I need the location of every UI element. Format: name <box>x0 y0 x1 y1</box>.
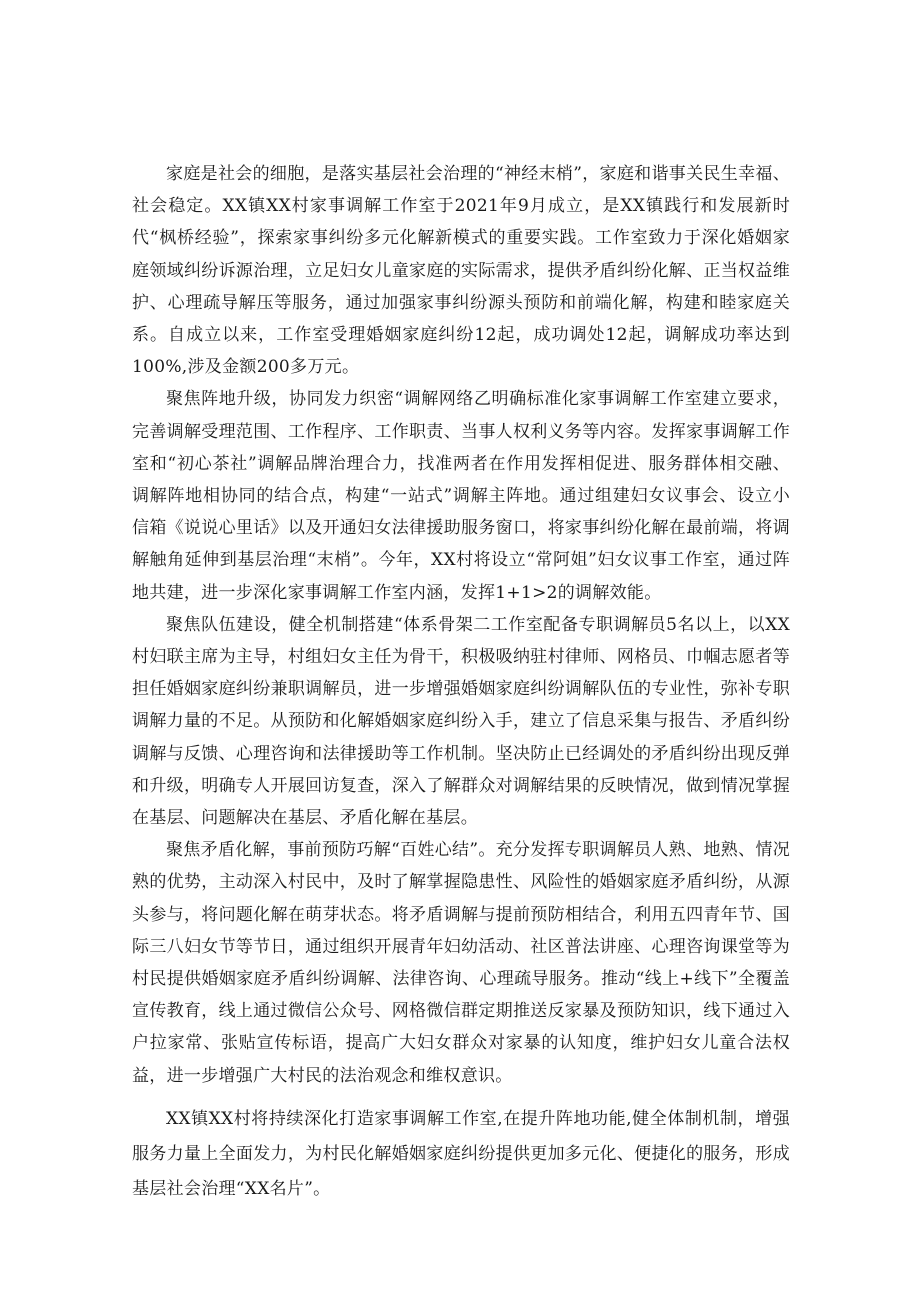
paragraph-team-building: 聚焦队伍建设，健全机制搭建“体系骨架二工作室配备专职调解员5名以上，以XX村妇联主席为主导，村组妇女主任为骨干，积极吸纳驻村律师、网格员、巾帼志愿者等担任婚姻家庭纠纷兼职调解员，进一步增强婚姻家庭纠纷调解队伍的专业性，弥补专职调解力量的不足。从预防和化解婚姻家庭纠纷入手，建立了信息采集与报告、矛盾纠纷调解与反馈、心理咨询和法律援助等工作机制。坚决防止已经调处的矛盾纠纷出现反弹和升级，明确专人开展回访复查，深入了解群众对调解结果的反映情况，做到情况掌握在基层、问题解决在基层、矛盾化解在基层。 <box>132 614 790 829</box>
paragraph-position-upgrade: 聚焦阵地升级，协同发力织密“调解网络乙明确标准化家事调解工作室建立要求，完善调解受理范围、工作程序、工作职责、当事人权利义务等内容。发挥家事调解工作室和“初心茶社”调解品牌治理合力，找准两者在作用发挥相促进、服务群体相交融、调解阵地相协同的结合点，构建“一站式”调解主阵地。通过组建妇女议事会、设立小信箱《说说心里话》以及开通妇女法律援助服务窗口，将家事纠纷化解在最前端，将调解触角延伸到基层治理“末梢”。今年，XX村将设立“常阿姐”妇女议事工作室，通过阵地共建，进一步深化家事调解工作室内涵，发挥1+1>2的调解效能。 <box>132 389 790 603</box>
document-page <box>132 158 790 1207</box>
paragraph-conflict-resolution: 聚焦矛盾化解，事前预防巧解“百姓心结”。充分发挥专职调解员人熟、地熟、情况熟的优势，主动深入村民中，及时了解掌握隐患性、风险性的婚姻家庭矛盾纠纷，从源头参与，将问题化解在萌芽状态。将矛盾调解与提前预防相结合，利用五四青年节、国际三八妇女节等节日，通过组织开展青年妇幼活动、社区普法讲座、心理咨询课堂等为村民提供婚姻家庭矛盾纠纷调解、法律咨询、心理疏导服务。推动“线上+线下”全覆盖宣传教育，线上通过微信公众号、网格微信群定期推送反家暴及预防知识，线下通过入户拉家常、张贴宣传标语，提高广大妇女群众对家暴的认知度，维护妇女儿童合法权益，进一步增强广大村民的法治观念和维权意识。 <box>132 840 790 1086</box>
paragraph-intro: 家庭是社会的细胞，是落实基层社会治理的“神经末梢”，家庭和谐事关民生幸福、社会稳定。XX镇XX村家事调解工作室于2021年9月成立，是XX镇践行和发展新时代“枫桥经验”，探索家事纠纷多元化解新模式的重要实践。工作室致力于深化婚姻家庭领域纠纷诉源治理，立足妇女儿童家庭的实际需求，提供矛盾纠纷化解、正当权益维护、心理疏导解压等服务，通过加强家事纠纷源头预防和前端化解，构建和睦家庭关系。自成立以来，工作室受理婚姻家庭纠纷12起，成功调处12起，调解成功率达到100%,涉及金额200多万元。 <box>132 164 790 378</box>
paragraph-conclusion: XX镇XX村将持续深化打造家事调解工作室,在提升阵地功能,健全体制机制，增强服务力量上全面发力，为村民化解婚姻家庭纠纷提供更加多元化、便捷化的服务，形成基层社会治理“XX名片”。 <box>132 1108 790 1199</box>
